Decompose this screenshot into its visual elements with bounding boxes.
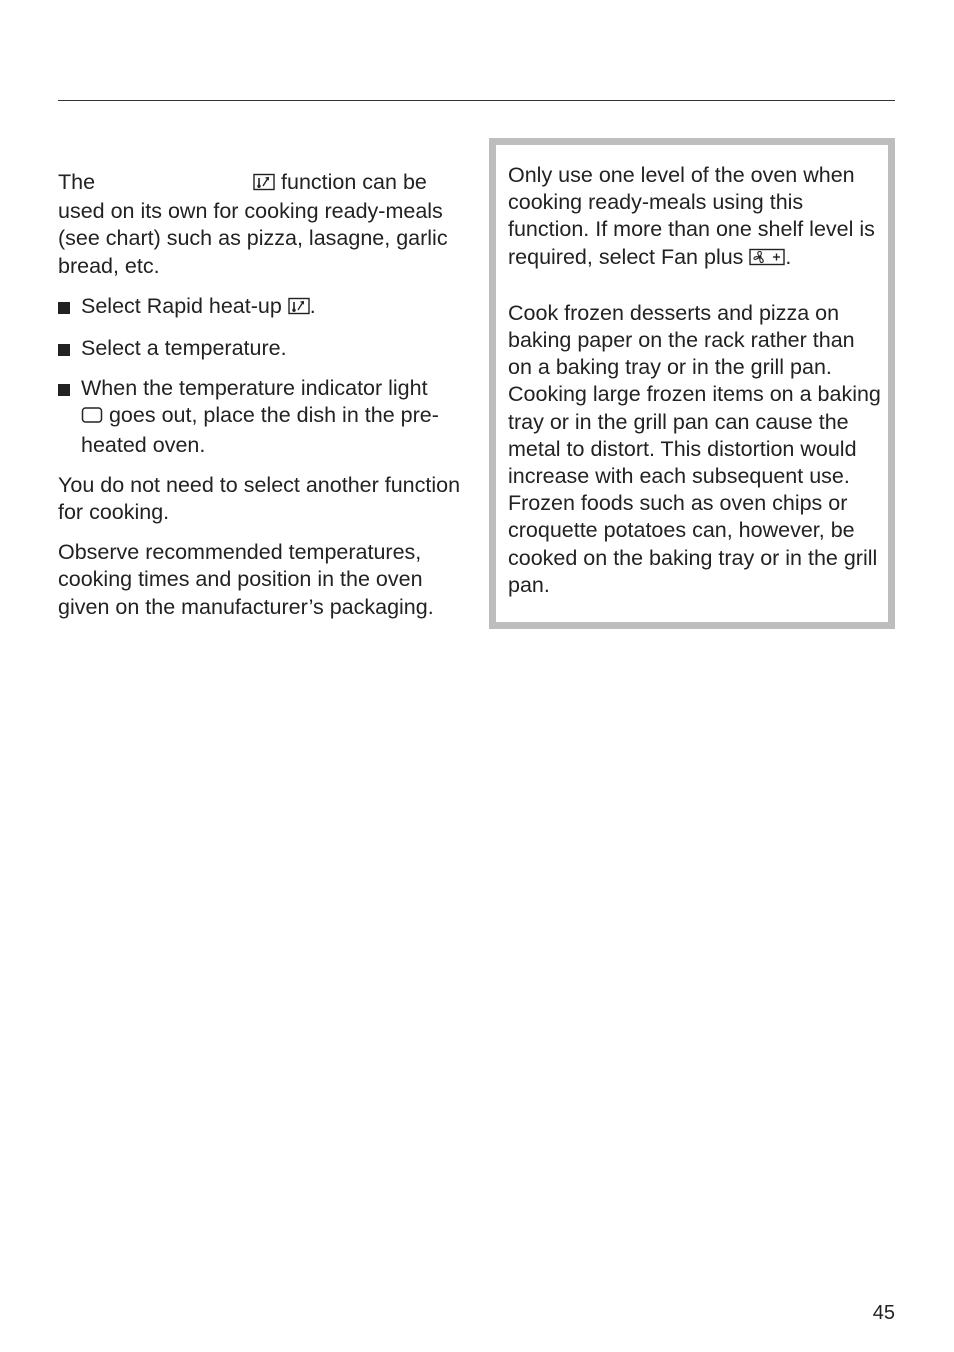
bullet-square [58, 302, 70, 314]
note-paragraph: Cook frozen desserts and pizza on baking paper on the rack rather than on a baking tray or in the grill pan. Cooking large frozen items on a baking tray or in the grill pan can cause the metal to distort. This distortion would increase with each subsequent use. [508, 300, 881, 489]
steps-list [58, 293, 468, 459]
paragraph-manufacturer-advice: Observe recommended temperatures, cooking times and position in the oven given on the manufacturer’s packaging. [58, 540, 434, 619]
list-item [58, 293, 468, 322]
note-text: Only use one level of the oven when cooking ready-meals using this function. If more than one shelf level is required, select Fan plus [508, 163, 875, 269]
step-text: Select a temperature. [81, 336, 287, 361]
note-paragraph: Frozen foods such as oven chips or croquette potatoes can, however, be cooked on the baking tray or in the grill pan. [508, 491, 878, 597]
note-spacer [508, 273, 884, 300]
bullet-square [58, 344, 70, 356]
temperature-indicator-light-icon [81, 404, 103, 431]
note-box [489, 138, 895, 629]
note-content [508, 162, 884, 599]
rapid-heat-up-icon [253, 171, 275, 198]
step-suffix: . [309, 293, 316, 318]
note-suffix: . [785, 244, 792, 269]
fan-plus-icon [749, 246, 785, 273]
step-text: Select Rapid heat-up [81, 293, 282, 318]
note-paragraph [508, 162, 884, 273]
list-item [58, 335, 468, 362]
top-rule [58, 100, 895, 101]
intro-lead: The [58, 170, 96, 194]
bullet-square [58, 384, 70, 396]
step-text: When the temperature indicator light [81, 376, 428, 401]
intro-body: function can be used on its own for cooking ready-meals (see chart) such as pizza, lasagne, garlic bread, etc. [58, 170, 448, 278]
paragraph-no-other-function: You do not need to select another function for cooking. [58, 472, 461, 525]
list-item [58, 375, 468, 459]
rapid-heat-up-icon [288, 295, 310, 322]
step-text-continued: goes out, place the dish in the pre-heated oven. [81, 403, 439, 457]
intro-paragraph [58, 169, 468, 280]
page-number: 45 [872, 1302, 895, 1324]
left-column [58, 169, 468, 634]
